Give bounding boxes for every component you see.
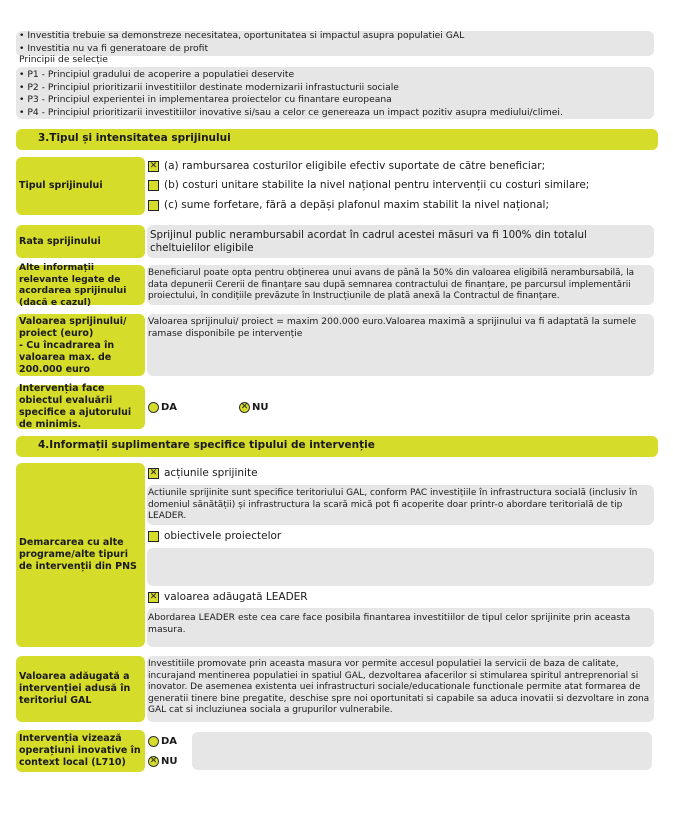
option-b-text: (b) costuri unitare stabilite la nivel național pentru intervenții cu costuri similare; bbox=[164, 179, 590, 191]
inovative-label: Intervenția vizează operațiuni inovative în context local (L710) bbox=[16, 730, 145, 772]
bullet-item: • Investitia trebuie sa demonstreze necesitatea, oportunitatea si impactul asupra populatiei GAL bbox=[19, 30, 465, 41]
inovative-nu-label: NU bbox=[161, 756, 178, 767]
rata-sprijin-text: Sprijinul public nerambursabil acordat în cadrul acestei măsuri va fi 100% din totalul cheltuielilor eligibile bbox=[150, 229, 587, 254]
checkbox-obiective[interactable] bbox=[148, 531, 159, 542]
valoare-adaugata-text: Investitiile promovate prin aceasta masura vor permite accesul populatiei la servicii de baza de calitate, incurajand mentinerea populatiei in spatiul GAL, dezvoltarea afacerilor si stimularea spiritul antreprenorial si inovator. De asemenea existenta uei infrastructuri sociale/educationale functionale permite atat formarea de generatii tinere bine pregatite, deschise spre noi oportunitati si capabile sa aduca inovatii si dezvoltare in zona GAL cat si incluziunea sociala a grupurilor vulnerabile. bbox=[148, 659, 650, 715]
valoare-sprijin-text: Valoarea sprijinului/ proiect = maxim 200.000 euro.Valoarea maximă a sprijinului va fi adaptată la sumele ramase disponibile pe intervenție bbox=[148, 316, 637, 339]
minimis-nu-radio[interactable]: ✕ bbox=[240, 402, 249, 412]
actiuni-text: Actiunile sprijinite sunt specifice teritoriului GAL, conform PAC investițiile în infrastructura socială (inclusiv în domeniul sănătății) și infrastructura la scară mică pot fi acoperite doar printr-o abordare teritorială de tip LEADER. bbox=[148, 488, 638, 521]
inovative-nu-radio[interactable]: ✕ bbox=[149, 756, 158, 766]
minimis-da-radio[interactable] bbox=[148, 402, 159, 413]
bullet-item: • Investitia nu va fi generatoare de profit bbox=[19, 43, 209, 54]
checkbox-actiuni[interactable]: ✕ bbox=[149, 468, 158, 478]
valoare-sprijin-label: Valoarea sprijinului/ proiect (euro) - Cu încadrarea în valoarea max. de 200.000 euro bbox=[16, 314, 145, 376]
section-3-header: 3.Tipul și intensitatea sprijinului bbox=[16, 129, 658, 150]
alte-info-label: Alte informații relevante legate de acordarea sprijinului (dacă e cazul) bbox=[16, 265, 145, 305]
checkbox-option-a[interactable]: ✕ bbox=[149, 161, 158, 171]
demarcare-label: Demarcarea cu alte programe/alte tipuri de intervenții din PNS bbox=[16, 463, 145, 647]
leader-title: valoarea adăugată LEADER bbox=[164, 591, 308, 603]
tip-sprijin-label: Tipul sprijinului bbox=[16, 157, 145, 215]
checkbox-leader[interactable]: ✕ bbox=[149, 592, 158, 602]
principle-item: • P4 - Principiul prioritizarii investitiilor inovative si/sau a celor ce genereaza un impact pozitiv asupra mediului/climei. bbox=[19, 107, 563, 118]
minimis-da-label: DA bbox=[161, 402, 178, 413]
inovative-box bbox=[192, 732, 652, 770]
obiective-title: obiectivele proiectelor bbox=[164, 530, 282, 542]
minimis-label: Intervenția face obiectul evaluării specifice a ajutorului de minimis. bbox=[16, 385, 145, 429]
valoare-adaugata-label: Valoarea adăugată a intervenției adusă în teritoriul GAL bbox=[16, 656, 145, 722]
obiective-box bbox=[147, 548, 654, 586]
checkbox-option-c[interactable] bbox=[148, 200, 159, 211]
principles-title: Principii de selecție bbox=[19, 54, 108, 65]
principle-item: • P1 - Principiul gradului de acoperire a populatiei deservite bbox=[19, 69, 295, 80]
alte-info-text: Beneficiarul poate opta pentru obținerea unui avans de până la 50% din valoarea eligibilă nerambursabilă, la data depunerii Cererii de finanțare sau după semnarea contractului de finanțare, pe parcursul implementării proiectului, în condițiile prevăzute în Instrucțiunile de plată anexă la Contractul de finanțare. bbox=[148, 268, 635, 302]
leader-text: Abordarea LEADER este cea care face posibila finantarea investitiilor de tipul celor sprijinite prin aceasta masura. bbox=[148, 612, 631, 635]
principle-item: • P3 - Principiul experientei in implementarea proiectelor cu finantare europeana bbox=[19, 94, 392, 105]
option-c-text: (c) sume forfetare, fără a depăși plafonul maxim stabilit la nivel național; bbox=[164, 199, 549, 211]
principle-item: • P2 - Principiul prioritizarii investitiilor destinate modernizarii infrastucturii sociale bbox=[19, 82, 399, 93]
checkbox-option-b[interactable] bbox=[148, 180, 159, 191]
minimis-nu-label: NU bbox=[252, 402, 269, 413]
inovative-da-radio[interactable] bbox=[148, 736, 159, 747]
option-a-text: (a) rambursarea costurilor eligibile efectiv suportate de către beneficiar; bbox=[164, 160, 546, 172]
section-4-header: 4.Informații suplimentare specifice tipului de intervenție bbox=[16, 436, 658, 457]
rata-sprijin-label: Rata sprijinului bbox=[16, 225, 145, 258]
inovative-da-label: DA bbox=[161, 736, 178, 747]
actiuni-title: acțiunile sprijinite bbox=[164, 467, 258, 479]
